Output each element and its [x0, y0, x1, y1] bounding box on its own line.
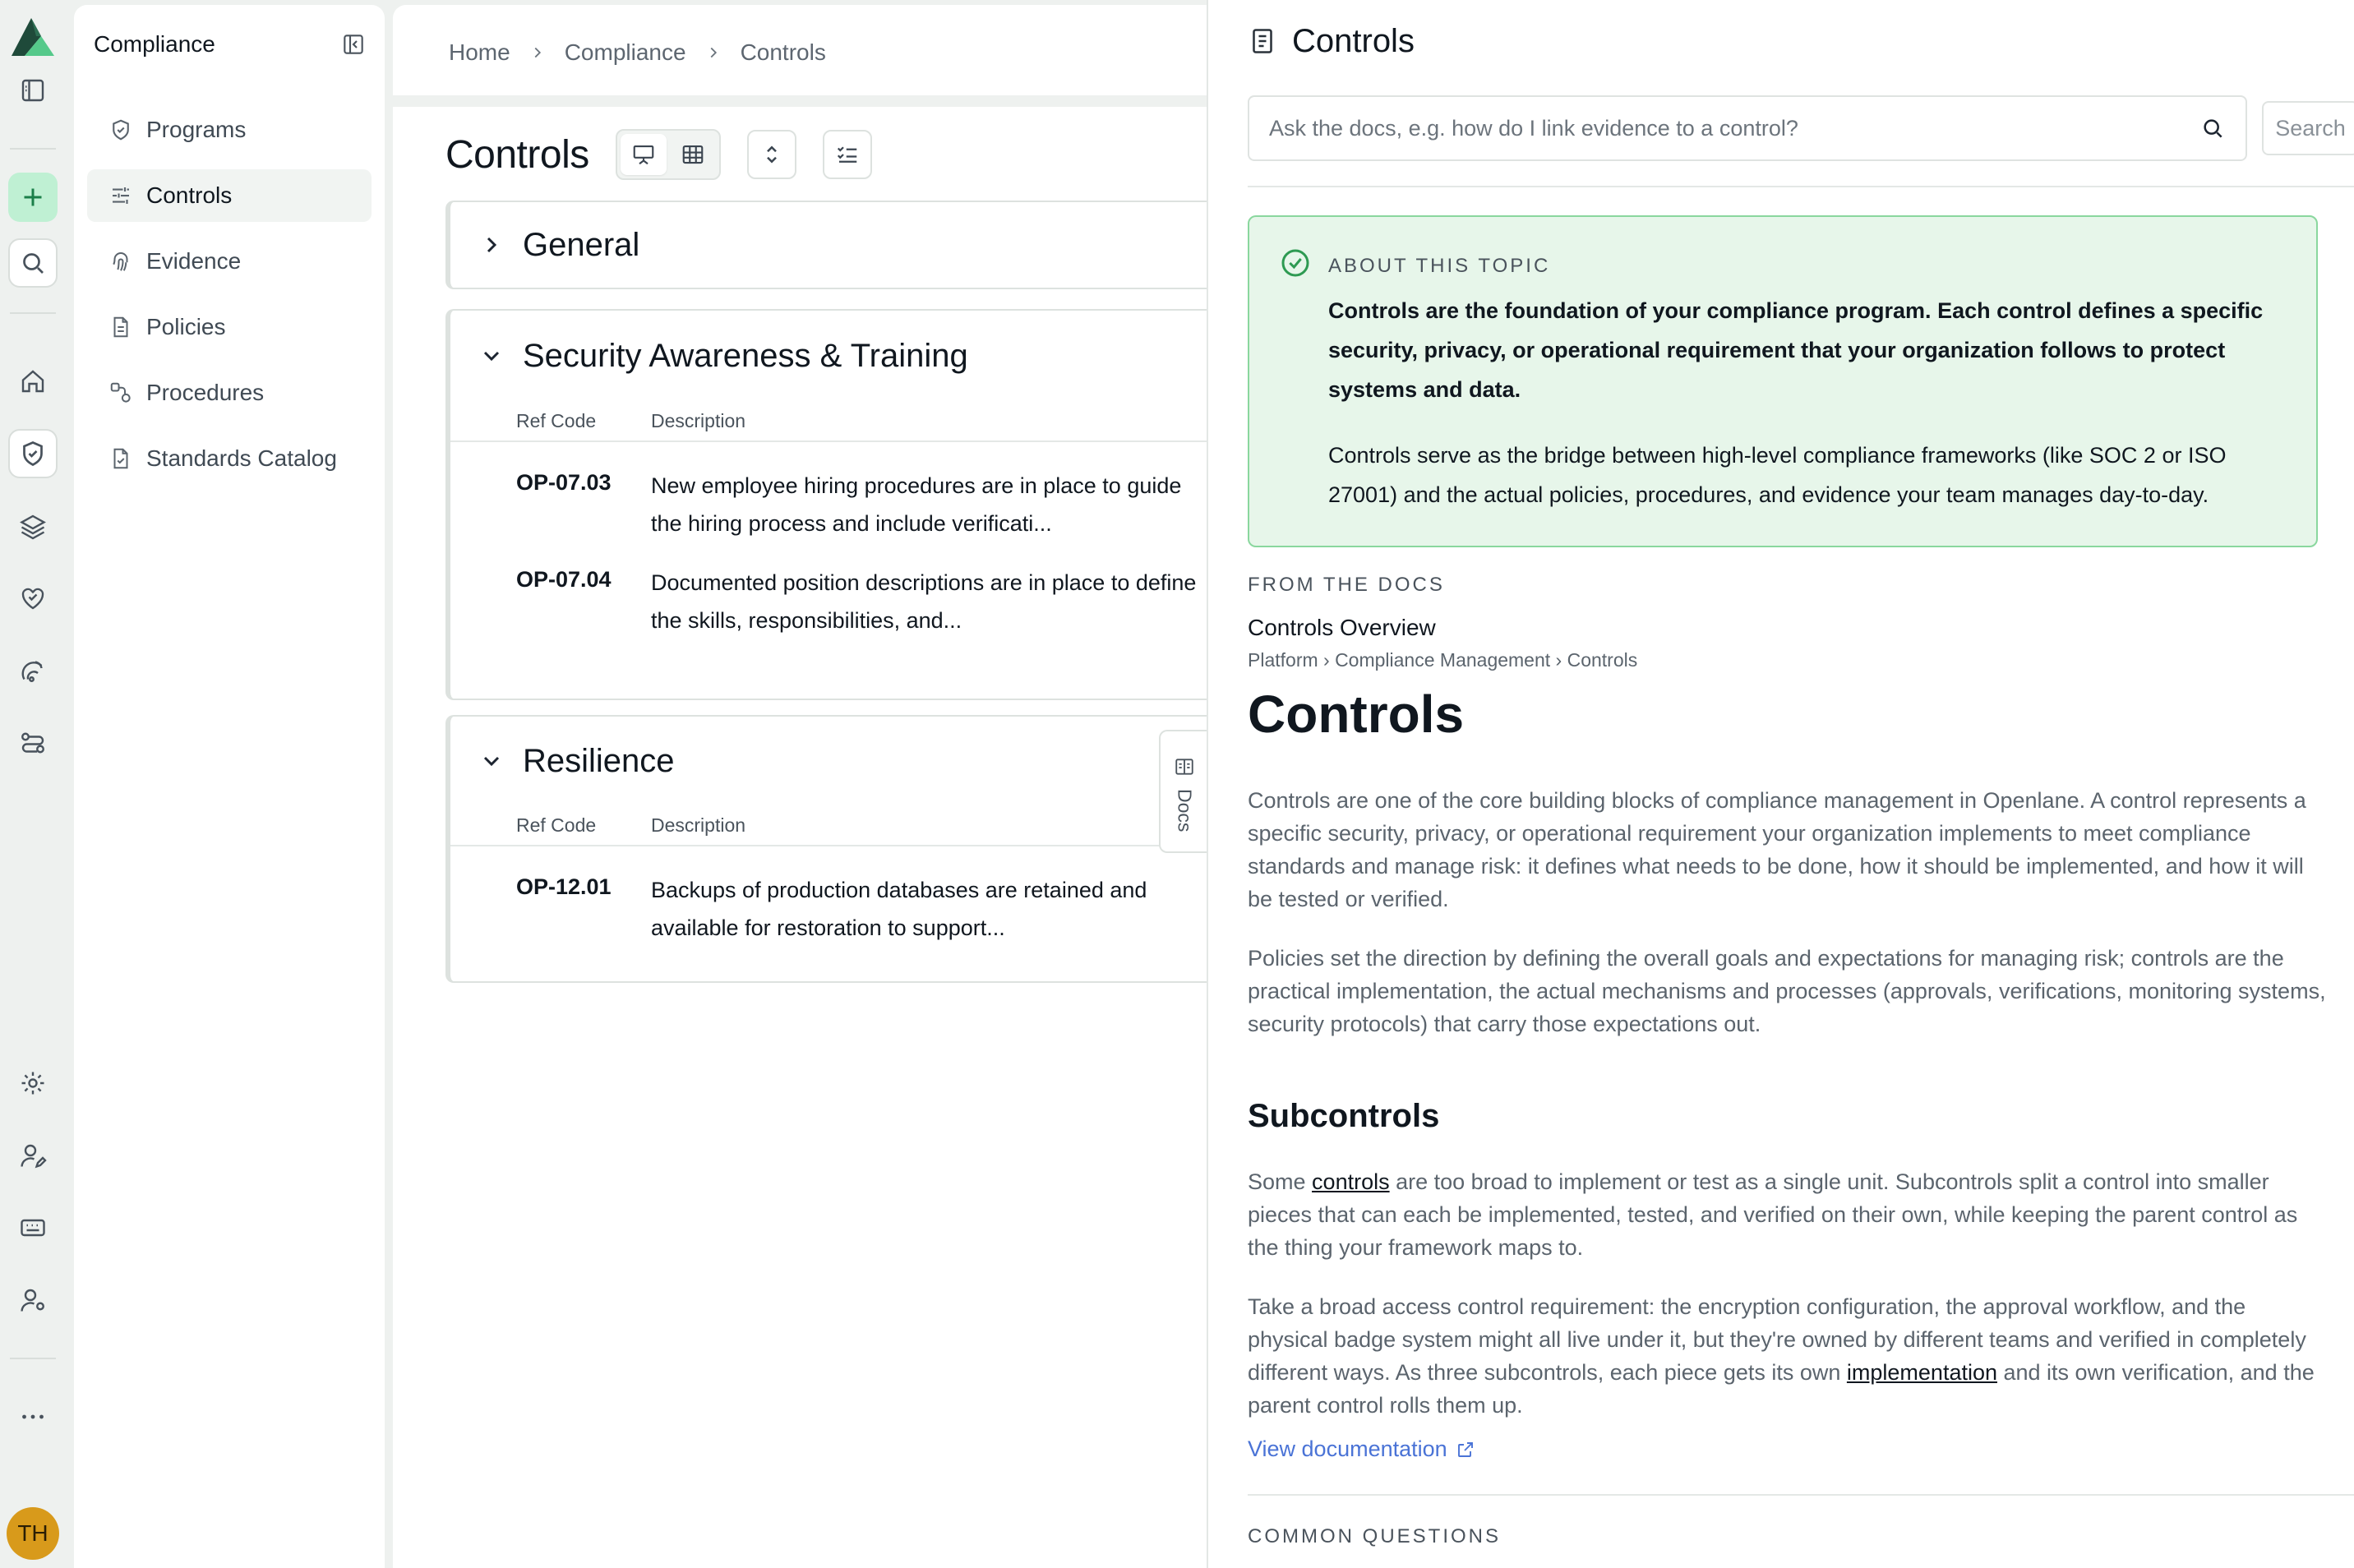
user-pen-icon[interactable]: [8, 1131, 58, 1180]
description: Backups of production databases are retained and available for restoration to support...: [651, 878, 1147, 940]
sidebar-item-controls[interactable]: [87, 169, 372, 222]
chevron-right-icon: [478, 232, 505, 258]
chevron-down-icon: [478, 748, 505, 774]
page-title: Controls: [445, 132, 589, 177]
search-icon[interactable]: [8, 238, 58, 288]
section-resilience: [445, 715, 1215, 983]
about-body: Controls serve as the bridge between high-level compliance frameworks (like SOC 2 or ISO 27001) and the actual policies, procedures, and evidence your team manages day-to-day.: [1328, 443, 2227, 507]
list-checks-icon[interactable]: [823, 130, 872, 179]
docs-tab[interactable]: [1159, 730, 1208, 853]
common-questions-label: COMMON QUESTIONS: [1248, 1525, 1502, 1547]
sliders-icon: [108, 183, 133, 208]
chevron-down-icon: [478, 343, 505, 369]
book-icon: [1174, 756, 1195, 777]
logo[interactable]: [7, 13, 59, 59]
presentation-view-icon[interactable]: [621, 134, 667, 175]
section-security-awareness-training: [445, 309, 1215, 700]
doc-paragraph: Controls are one of the core building blocks of compliance management in Openlane. A control represents a specific security, privacy, or operational requirement your organization implements to meet compliance standards and manage risk: it defines what needs to be done, how it should be implemented, and how it will be tested or verified.: [1248, 788, 2306, 911]
divider: [1248, 1494, 2354, 1496]
chevron-right-icon: [528, 44, 547, 62]
view-documentation-link[interactable]: [1248, 1437, 1475, 1462]
divider: [393, 95, 1215, 107]
column-header-description[interactable]: Description: [651, 409, 746, 431]
file-text-icon: [108, 315, 133, 339]
ask-docs-input[interactable]: [1269, 116, 2199, 141]
about-topic-card: [1248, 215, 2318, 547]
chevron-right-icon: [704, 44, 722, 62]
sidebar-item-label: Procedures: [146, 380, 265, 405]
sidebar-item-label: Standards Catalog: [146, 445, 337, 471]
table-header: [450, 805, 1215, 846]
panel-header: [1248, 23, 1415, 59]
sidebar-nav: [87, 104, 372, 498]
heart-handshake-icon[interactable]: [8, 574, 58, 623]
sidebar-item-programs[interactable]: [87, 104, 372, 156]
sidebar-item-label: Policies: [146, 314, 226, 339]
panel-toggle-icon[interactable]: [8, 66, 58, 115]
section-title: Resilience: [523, 742, 675, 779]
workflow-icon[interactable]: [8, 718, 58, 768]
icon-rail: [0, 0, 66, 1568]
expand-collapse-icon[interactable]: [747, 130, 796, 179]
column-header-ref-code[interactable]: Ref Code: [516, 814, 597, 836]
table-view-icon[interactable]: [670, 134, 716, 175]
sidebar-item-label: Controls: [146, 182, 233, 208]
section-header[interactable]: [450, 202, 1215, 288]
main-content: [393, 5, 1215, 1568]
compliance-sidebar: [74, 5, 385, 1568]
section-header[interactable]: [450, 717, 1215, 805]
column-header-description[interactable]: Description: [651, 814, 746, 836]
section-title: General: [523, 226, 640, 263]
sidebar-item-standards-catalog[interactable]: [87, 432, 372, 485]
controls-toolbar: [445, 128, 898, 181]
layers-icon[interactable]: [8, 501, 58, 551]
doc-heading: Controls: [1248, 685, 1465, 744]
breadcrumb-controls[interactable]: Controls: [740, 39, 826, 65]
route-icon: [108, 380, 133, 405]
keyboard-icon[interactable]: [8, 1203, 58, 1252]
breadcrumb-home[interactable]: Home: [449, 39, 510, 65]
ref-code: OP-07.04: [516, 567, 612, 592]
external-link-icon: [1456, 1440, 1475, 1460]
ref-code: OP-07.03: [516, 470, 612, 495]
column-header-ref-code[interactable]: Ref Code: [516, 409, 597, 431]
section-header[interactable]: [450, 311, 1215, 401]
doc-link-title[interactable]: Controls Overview: [1248, 615, 1436, 640]
file-check-icon: [108, 446, 133, 471]
doc-paragraph: Take a broad access control requirement: the encryption configuration, the approval workflow, and the physical badge system might all live under it, but they're owned by different teams and verified in completely different ways. As three subcontrols, each piece gets its own implementation and its own verification, and the parent control rolls them up.: [1248, 1294, 2315, 1418]
plus-icon[interactable]: [8, 173, 58, 222]
description: Documented position descriptions are in place to define the skills, responsibilities, and...: [651, 570, 1197, 633]
sidebar-title: Compliance: [94, 31, 215, 57]
doc-paragraph: Policies set the direction by defining the overall goals and expectations for managing risk; controls are the practical implementation, the actual mechanisms and processes (approvals, verifications, monitoring systems, security protocols) that carry those expectations out.: [1248, 946, 2326, 1036]
sidebar-item-label: Programs: [146, 117, 247, 142]
ask-docs-row: [1248, 95, 2354, 161]
sidebar-item-label: Evidence: [146, 248, 242, 274]
view-toggle: [616, 129, 721, 180]
collapse-sidebar-icon[interactable]: [340, 31, 367, 58]
divider: [1248, 186, 2354, 187]
home-icon[interactable]: [8, 357, 58, 406]
docs-tab-label: Docs: [1174, 789, 1196, 832]
sidebar-item-policies[interactable]: [87, 301, 372, 353]
settings-icon[interactable]: [8, 1058, 58, 1108]
docs-panel: [1207, 0, 2354, 1568]
from-docs-label: FROM THE DOCS: [1248, 574, 1445, 596]
about-lead: Controls are the foundation of your compliance program. Each control defines a specific security, privacy, or operational requirement that your organization follows to protect systems and data.: [1328, 298, 2264, 402]
ref-code: OP-12.01: [516, 874, 612, 899]
description: New employee hiring procedures are in place to guide the hiring process and include verificati...: [651, 473, 1182, 536]
implementation-link[interactable]: implementation: [1846, 1360, 1997, 1385]
table-header: [450, 401, 1215, 442]
shield-check-icon: [108, 118, 133, 142]
avatar[interactable]: TH: [7, 1507, 59, 1560]
search-button[interactable]: Search: [2262, 101, 2354, 155]
table-row[interactable]: [450, 442, 1215, 564]
shield-check-icon[interactable]: [8, 429, 58, 478]
search-icon: [2199, 115, 2226, 141]
table-row[interactable]: [450, 564, 1215, 685]
check-circle-icon: [1279, 247, 1312, 279]
doc-subheading: Subcontrols: [1248, 1098, 1440, 1134]
sidebar-item-procedures[interactable]: [87, 367, 372, 419]
sidebar-item-evidence[interactable]: [87, 235, 372, 288]
about-eyebrow: ABOUT THIS TOPIC: [1328, 255, 1551, 277]
section-title: Security Awareness & Training: [523, 337, 968, 374]
document-icon: [1248, 26, 1277, 56]
breadcrumb: [449, 33, 826, 72]
breadcrumb-compliance[interactable]: Compliance: [564, 39, 686, 65]
table-row[interactable]: [450, 846, 1215, 968]
ask-docs-field[interactable]: [1248, 95, 2247, 161]
more-icon[interactable]: [8, 1392, 58, 1441]
panel-title: Controls: [1292, 22, 1415, 59]
fingerprint-icon: [108, 249, 133, 274]
user-cog-icon[interactable]: [8, 1275, 58, 1325]
radar-icon[interactable]: [8, 646, 58, 695]
doc-paragraph: Some controls are too broad to implement or test as a single unit. Subcontrols split a control into smaller pieces that can each be implemented, tested, and verified on their own, while keeping the parent control as the thing your framework maps to.: [1248, 1169, 2298, 1260]
view-documentation-label: View documentation: [1248, 1437, 1447, 1461]
doc-path: Platform › Compliance Management › Controls: [1248, 649, 1638, 671]
controls-link[interactable]: controls: [1312, 1169, 1390, 1194]
section-general: [445, 201, 1215, 289]
